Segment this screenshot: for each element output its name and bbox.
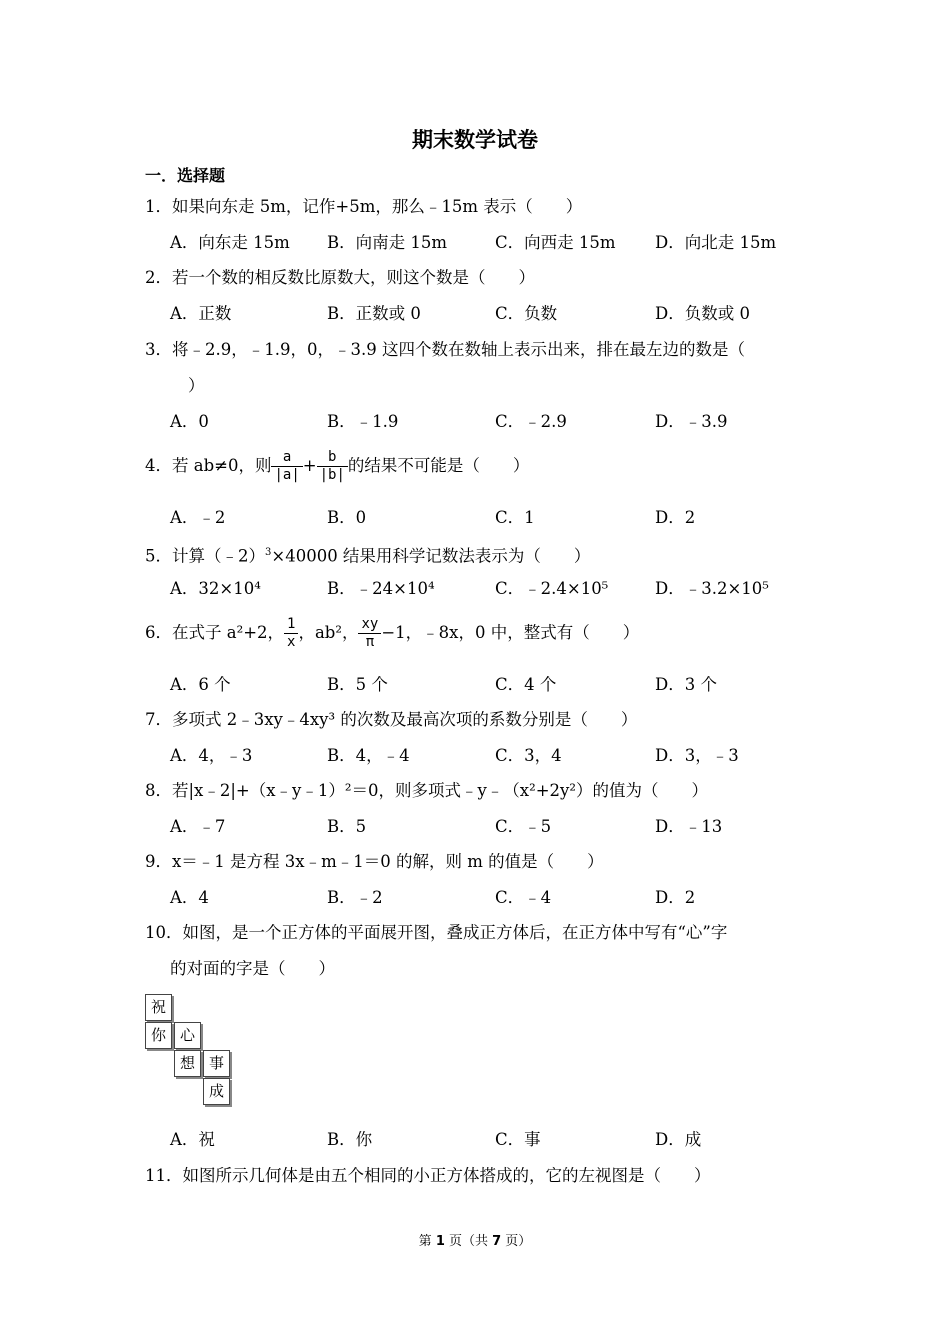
q3-option-d: D．﹣3.9 (655, 412, 728, 431)
question-2: 2．若一个数的相反数比原数大，则这个数是（ ） (145, 268, 535, 287)
question-4 (145, 446, 529, 486)
q7-option-a: A．4，﹣3 (170, 746, 253, 765)
q9-option-d: D．2 (655, 888, 696, 907)
q5-option-d: D．﹣3.2×10⁵ (655, 579, 769, 598)
question-10: 10．如图，是一个正方体的平面展开图，叠成正方体后，在正方体中写有“心”字 (145, 923, 728, 942)
net-cell-cheng: 成 (203, 1078, 230, 1105)
q1-option-a: A．向东走 15m (170, 233, 290, 252)
q2-option-a: A．正数 (170, 304, 232, 323)
q4-plus: + (302, 456, 317, 475)
q9-option-a: A．4 (170, 888, 209, 907)
question-7: 7．多项式 2﹣3xy﹣4xy³ 的次数及最高次项的系数分别是（ ） (145, 710, 638, 729)
question-3: 3．将﹣2.9，﹣1.9，0，﹣3.9 这四个数在数轴上表示出来，排在最左边的数是（ (145, 340, 745, 359)
q8-option-a: A．﹣7 (170, 817, 226, 836)
question-11: 11．如图所示几何体是由五个相同的小正方体搭成的，它的左视图是（ ） (145, 1166, 711, 1185)
question-6: 6．在式子 a²+2， $\frac{1}{x}$ ，ab²， $\frac{xy}{\pi}$ −1，﹣8x，0 中，整式有（ ） (145, 616, 640, 650)
q6-option-d: D．3 个 (655, 675, 717, 694)
q6-fraction-xy-over-pi: $\frac{xy}{\pi}$ (358, 616, 381, 651)
q7-option-b: B．4，﹣4 (327, 746, 410, 765)
q1-option-b: B．向南走 15m (327, 233, 448, 252)
q7-option-d: D．3，﹣3 (655, 746, 739, 765)
q4-prefix: 4．若 ab≠0，则 (145, 456, 272, 475)
question-3-continuation: ） (188, 376, 205, 395)
q10-option-a: A．祝 (170, 1130, 215, 1149)
total-pages: 7 (492, 1234, 502, 1249)
q4-option-b: B．0 (327, 508, 367, 527)
q4-fraction-a: $\frac{a}{|a|}$ (271, 449, 302, 484)
q8-option-b: B．5 (327, 817, 367, 836)
q7-option-c: C．3，4 (495, 746, 562, 765)
net-cell-ni: 你 (145, 1022, 172, 1049)
q2-option-d: D．负数或 0 (655, 304, 750, 323)
q4-option-c: C．1 (495, 508, 535, 527)
q3-option-a: A．0 (170, 412, 209, 431)
q1-option-d: D．向北走 15m (655, 233, 777, 252)
question-8: 8．若|x﹣2|+（x﹣y﹣1）²＝0，则多项式﹣y﹣（x²+2y²）的值为（ ） (145, 781, 708, 800)
page-title: 期末数学试卷 (412, 128, 538, 152)
section-heading: 一．选择题 (145, 166, 226, 185)
question-1: 1．如果向东走 5m，记作+5m，那么﹣15m 表示（ ） (145, 197, 583, 216)
page-footer: 第 1 页（共 7 页） (418, 1234, 532, 1249)
q6-option-c: C．4 个 (495, 675, 557, 694)
q5-option-b: B．﹣24×10⁴ (327, 579, 435, 598)
question-5: 5．计算（﹣2）$^3$×40000 结果用科学记数法表示为（ ） (145, 546, 591, 566)
q4-option-d: D．2 (655, 508, 696, 527)
question-9: 9．x＝﹣1 是方程 3x﹣m﹣1＝0 的解，则 m 的值是（ ） (145, 852, 604, 871)
q4-option-a: A．﹣2 (170, 508, 226, 527)
q9-option-c: C．﹣4 (495, 888, 552, 907)
q3-option-c: C．﹣2.9 (495, 412, 567, 431)
q5-option-a: A．32×10⁴ (170, 579, 261, 598)
q10-option-b: B．你 (327, 1130, 373, 1149)
q8-option-c: C．﹣5 (495, 817, 552, 836)
cube-net-figure (145, 994, 235, 1106)
net-cell-xin: 心 (174, 1022, 201, 1049)
net-cell-shi: 事 (203, 1050, 230, 1077)
q8-option-d: D．﹣13 (655, 817, 723, 836)
q5-option-c: C．﹣2.4×10⁵ (495, 579, 609, 598)
current-page: 1 (435, 1234, 445, 1249)
q6-option-a: A．6 个 (170, 675, 231, 694)
question-10-continuation: 的对面的字是（ ） (170, 959, 335, 978)
q4-fraction-b: $\frac{b}{|b|}$ (317, 449, 348, 484)
q1-option-c: C．向西走 15m (495, 233, 616, 252)
q9-option-b: B．﹣2 (327, 888, 383, 907)
q4-suffix: 的结果不可能是（ ） (347, 456, 530, 475)
q6-option-b: B．5 个 (327, 675, 388, 694)
net-cell-zhu: 祝 (145, 994, 172, 1021)
q3-option-b: B．﹣1.9 (327, 412, 399, 431)
q2-option-c: C．负数 (495, 304, 558, 323)
q10-option-d: D．成 (655, 1130, 702, 1149)
q10-option-c: C．事 (495, 1130, 541, 1149)
q6-fraction-1-over-x: $\frac{1}{x}$ (284, 616, 298, 651)
q2-option-b: B．正数或 0 (327, 304, 421, 323)
net-cell-xiang: 想 (174, 1050, 201, 1077)
